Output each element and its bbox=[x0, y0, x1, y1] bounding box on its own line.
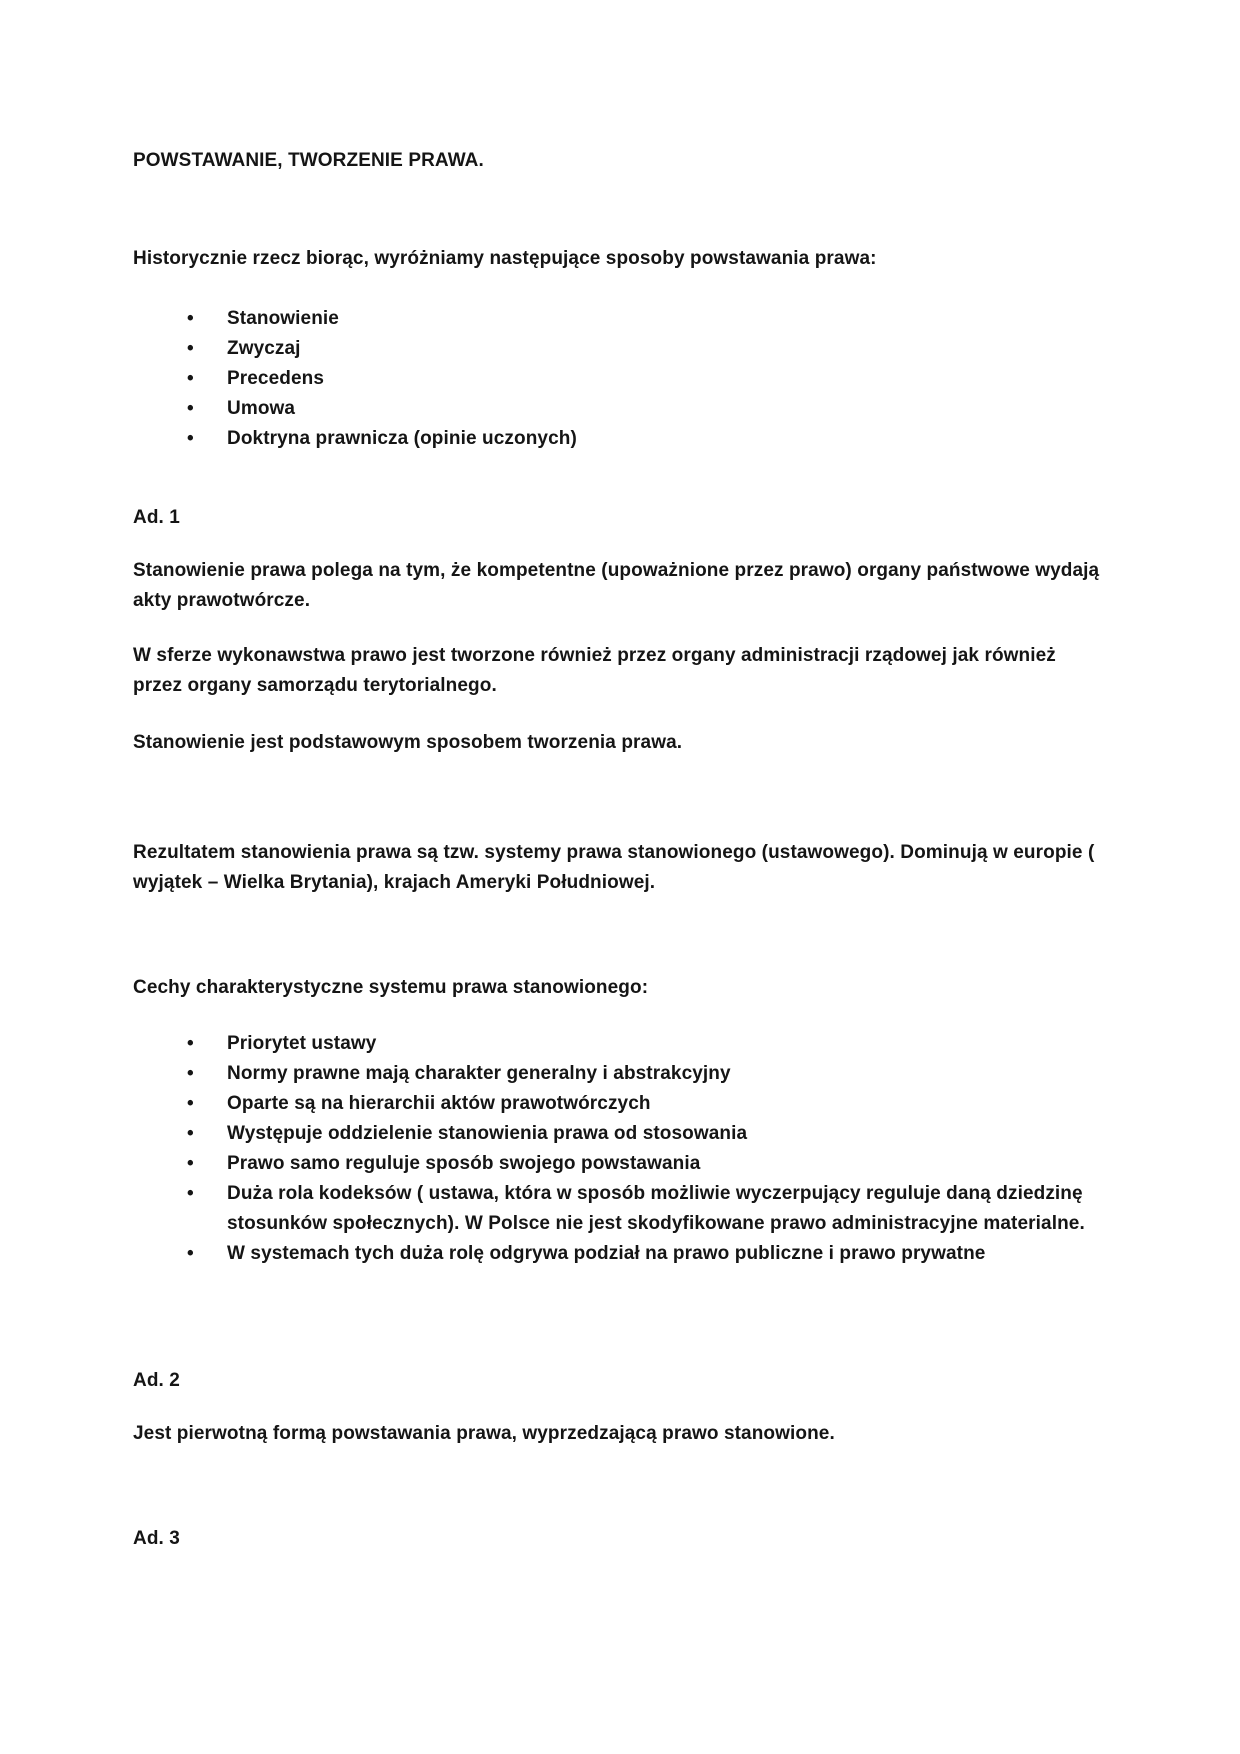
list-item: • Występuje oddzielenie stanowienia prawa od stosowania bbox=[133, 1119, 1110, 1149]
list-item: • Priorytet ustawy bbox=[133, 1029, 1110, 1059]
section-heading: Ad. 3 bbox=[133, 1528, 180, 1549]
list-item: • Precedens bbox=[133, 364, 1110, 394]
list-item: • Duża rola kodeksów ( ustawa, która w sposób możliwie wyczerpujący reguluje daną dziedzinę stosunków społecznych). W Polsce nie jest skodyfikowane prawo administracyjne materialne. bbox=[133, 1179, 1110, 1239]
list-item: • Prawo samo reguluje sposób swojego powstawania bbox=[133, 1149, 1110, 1179]
list-item: • Normy prawne mają charakter generalny i abstrakcyjny bbox=[133, 1059, 1110, 1089]
list-item: • Zwyczaj bbox=[133, 334, 1110, 364]
list-item: • W systemach tych duża rolę odgrywa podział na prawo publiczne i prawo prywatne bbox=[133, 1239, 1110, 1269]
paragraph: Historycznie rzecz biorąc, wyróżniamy następujące sposoby powstawania prawa: bbox=[133, 248, 877, 269]
list-item: • Oparte są na hierarchii aktów prawotwórczych bbox=[133, 1089, 1110, 1119]
bullet-list bbox=[133, 304, 1110, 454]
paragraph: W sferze wykonawstwa prawo jest tworzone również przez organy administracji rządowej jak również przez organy samorządu terytorialnego. bbox=[133, 645, 1056, 696]
bullet-list bbox=[133, 1029, 1110, 1269]
list-item: • Stanowienie bbox=[133, 304, 1110, 334]
list-item: • Doktryna prawnicza (opinie uczonych) bbox=[133, 424, 1110, 454]
paragraph: Cechy charakterystyczne systemu prawa stanowionego: bbox=[133, 977, 649, 998]
list-item: • Umowa bbox=[133, 394, 1110, 424]
section-heading: Ad. 1 bbox=[133, 507, 180, 528]
page-title: POWSTAWANIE, TWORZENIE PRAWA. bbox=[133, 150, 484, 171]
section-heading: Ad. 2 bbox=[133, 1370, 180, 1391]
paragraph: Stanowienie prawa polega na tym, że kompetentne (upoważnione przez prawo) organy państwowe wydają akty prawotwórcze. bbox=[133, 560, 1100, 611]
paragraph: Jest pierwotną formą powstawania prawa, wyprzedzającą prawo stanowione. bbox=[133, 1423, 835, 1444]
paragraph: Rezultatem stanowienia prawa są tzw. systemy prawa stanowionego (ustawowego). Dominują w europie ( wyjątek – Wielka Brytania), krajach Ameryki Południowej. bbox=[133, 842, 1095, 893]
paragraph: Stanowienie jest podstawowym sposobem tworzenia prawa. bbox=[133, 732, 683, 753]
